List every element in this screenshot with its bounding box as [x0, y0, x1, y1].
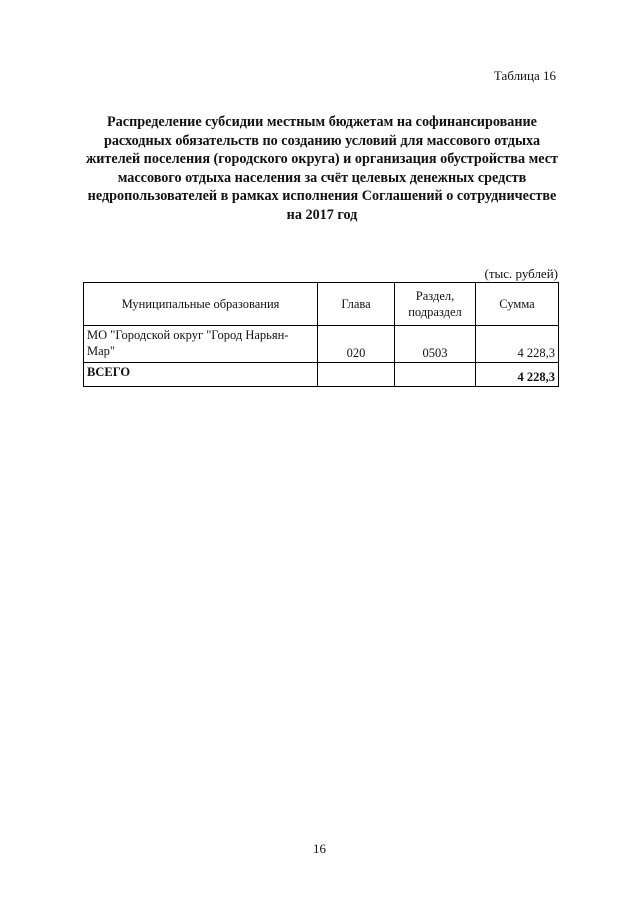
cell-section: 0503: [395, 326, 476, 363]
page-number: 16: [313, 841, 326, 856]
total-row: [84, 363, 559, 387]
subsidy-table: [83, 282, 559, 387]
header-municipality: Муниципальные образования: [84, 283, 318, 326]
table-header-row: [84, 283, 559, 326]
header-chapter: Глава: [318, 283, 395, 326]
header-amount: Сумма: [476, 283, 559, 326]
header-section: Раздел, подраздел: [395, 283, 476, 326]
total-chapter: [318, 363, 395, 387]
cell-amount: 4 228,3: [476, 326, 559, 363]
cell-municipality: МО "Городской округ "Город Нарьян-Мар": [84, 326, 318, 363]
cell-chapter: 020: [318, 326, 395, 363]
total-amount: 4 228,3: [476, 363, 559, 387]
total-section: [395, 363, 476, 387]
table-row: [84, 326, 559, 363]
document-title: Распределение субсидии местным бюджетам на софинансирование расходных обязательств по созданию условий для массового отдыха жителей поселения (городского округа) и организация обустройства мест массового отдыха населения за счёт целевых денежных средств недропользователей в рамках исполнения Соглашений о сотрудничестве на 2017 год: [85, 114, 559, 223]
units-note: (тыс. рублей): [484, 266, 558, 281]
total-label: ВСЕГО: [84, 363, 318, 387]
table-number: Таблица 16: [493, 68, 556, 83]
